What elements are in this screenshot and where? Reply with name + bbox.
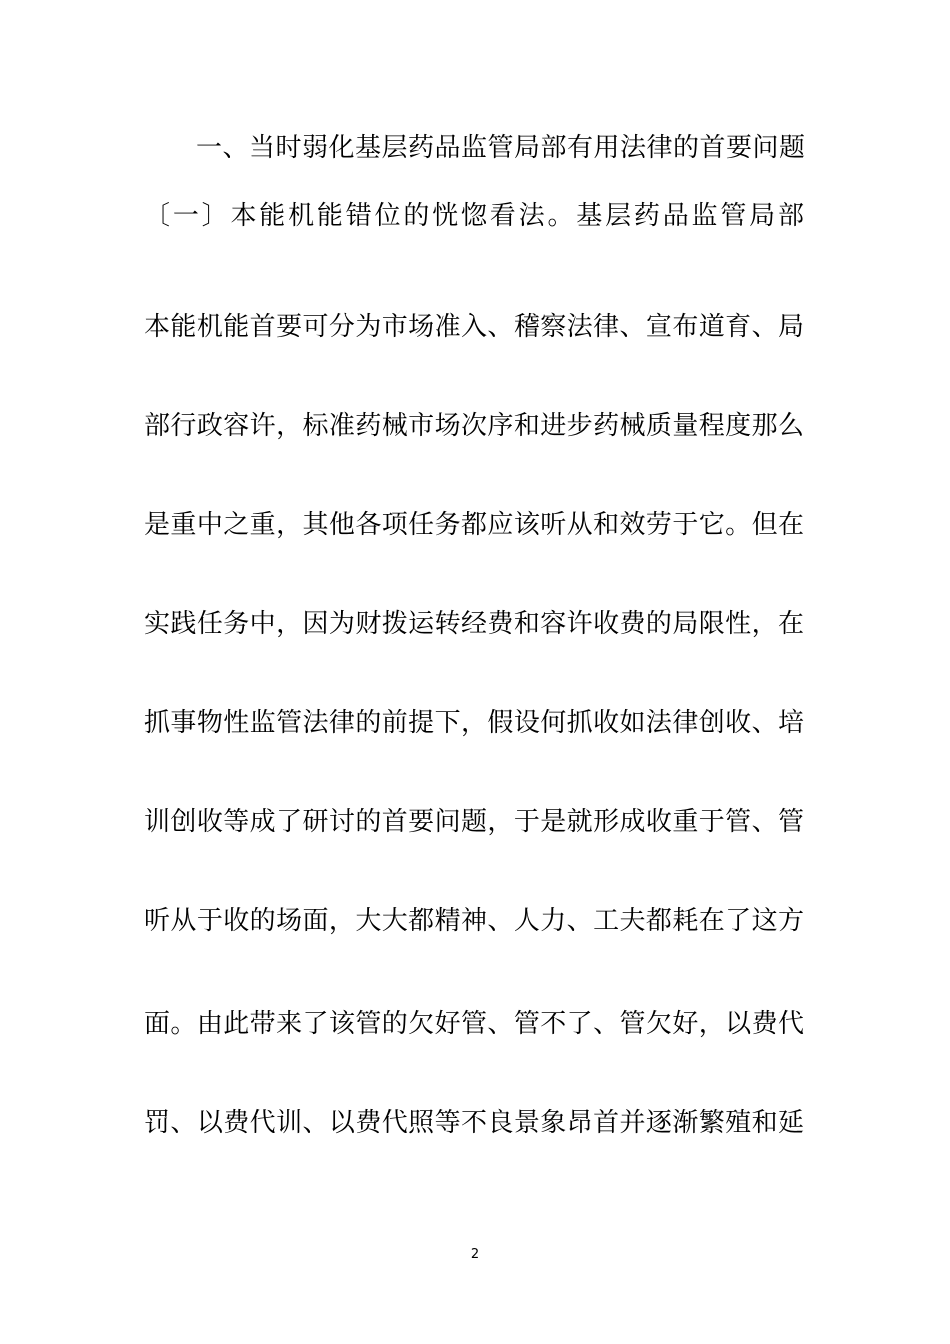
- paragraph-line: 面。由此带来了该管的欠好管、管不了、管欠好，以费代: [144, 1009, 804, 1039]
- paragraph-line: 抓事物性监管法律的前提下，假设何抓收如法律创收、培: [144, 708, 804, 738]
- paragraph-line: 实践任务中，因为财拨运转经费和容许收费的局限性，在: [144, 609, 804, 639]
- paragraph-line: 听从于收的场面，大大都精神、人力、工夫都耗在了这方: [144, 906, 804, 936]
- paragraph-line: 部行政容许，标准药械市场次序和进步药械质量程度那么: [144, 411, 804, 441]
- paragraph-line: 〔一〕本能机能错位的恍惚看法。基层药品监管局部: [144, 201, 804, 231]
- paragraph-line: 是重中之重，其他各项任务都应该听从和效劳于它。但在: [144, 510, 804, 540]
- paragraph-line: 罚、以费代训、以费代照等不良景象昂首并逐渐繁殖和延: [144, 1108, 804, 1138]
- paragraph-line: 本能机能首要可分为市场准入、稽察法律、宣布道育、局: [144, 312, 804, 342]
- page-number: 2: [470, 1247, 480, 1262]
- section-heading: 一、当时弱化基层药品监管局部有用法律的首要问题: [196, 133, 806, 163]
- paragraph-line: 训创收等成了研讨的首要问题，于是就形成收重于管、管: [144, 807, 804, 837]
